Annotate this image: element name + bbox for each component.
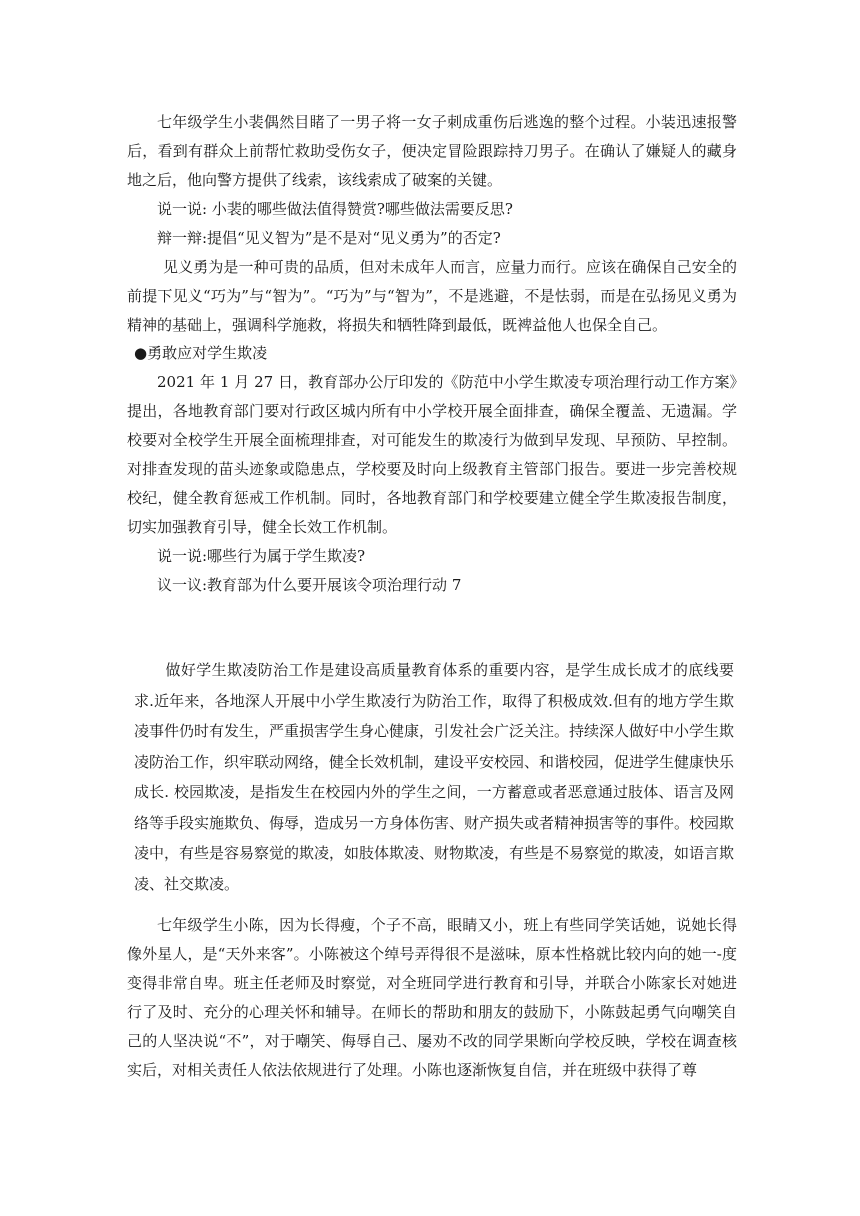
answer-paragraph-bullying: 做好学生欺凌防治工作是建设高质量教育体系的重要内容，是学生成长成才的底线要求.近年来，各地深人开展中小学生欺凌行为防治工作，取得了积极成效.但有的地方学生欺凌事件仍时有发生，严重损害学生身心健康，引发社会广泛关注。持续深人做好中小学生欺凌防治工作，织牢联动网络，健全长效机制，建设平安校园、和谐校园，促进学生健康快乐成长. 校园欺凌，是指发生在校园内外的学生之间，一方蓄意或者恶意通过肢体、语言及网络等手段实施欺负、侮辱，造成另一方身体伤害、财产损失或者精神损害等的事件。校园欺凌中，有些是容易察觉的欺凌，如肢体欺凌、财物欺凌，有些是不易察觉的欺凌，如语言欺凌、社交欺凌。 <box>134 661 735 893</box>
case-paragraph-xiaopei: 七年级学生小裴偶然目睹了一男子将一女子刺成重伤后逃逸的整个过程。小装迅速报警后，看到有群众上前帮忙救助受伤女子，便决定冒险跟踪持刀男子。在确认了嫌疑人的藏身地之后，他向警方提供了线索，该线索成了破案的关键。 <box>127 113 737 189</box>
bullying-section <box>127 339 737 600</box>
xiaochen-case-section <box>127 911 737 1085</box>
section-heading-bullying: ●勇敢应对学生欺凌 <box>134 344 268 362</box>
question-discuss: 议一议:教育部为什么要开展该令项治理行动 7 <box>157 576 462 594</box>
case-paragraph-xiaochen: 七年级学生小陈，因为长得瘦，个子不高，眼睛又小，班上有些同学笑话她，说她长得像外星人，是“天外来客”。小陈被这个绰号弄得很不是滋味，原本性格就比较内向的她一-度变得非常自卑。班主任老师及时察觉，对全班同学进行教育和引导，并联合小陈家长对她进行了及时、充分的心理关怀和辅导。在师长的帮助和朋友的鼓励下，小陈鼓起勇气向嘲笑自己的人坚决说“不”，对于嘲笑、侮辱自己、屡劝不改的同学果断向学校反映，学校在调查核实后，对相关责任人依法依规进行了处理。小陈也逐渐恢复自信，并在班级中获得了尊 <box>127 916 737 1079</box>
heroism-section <box>127 108 737 340</box>
answer-paragraph-heroism: 见义勇为是一种可贵的品质，但对未成年人而言，应量力而行。应该在确保自己安全的前提下见义“巧为”与“智为”。“巧为”与“智为”，不是逃避，不是怯弱，而是在弘扬见义勇为精神的基础上，强调科学施救，将损失和牺牲降到最低，既裨益他人也保全自己。 <box>127 258 737 334</box>
policy-paragraph: 2021 年 1 月 27 日，教育部办公厅印发的《防范中小学生欺凌专项治理行动工作方案》提出，各地教育部门要对行政区城内所有中小学校开展全面排查，确保全覆盖、无遗漏。学校要对全校学生开展全面梳理排查，对可能发生的欺凌行为做到早发现、早预防、早控制。对排查发现的苗头迹象或隐患点，学校要及时向上级教育主管部门报告。要进一步完善校规校纪，健全教育惩戒工作机制。同时，各地教育部门和学校要建立健全学生欺凌报告制度，切实加强教育引导，健全长效工作机制。 <box>127 373 737 536</box>
question-say-two: 说一说:哪些行为属于学生欺凌? <box>157 547 366 565</box>
question-debate: 辩一辩:提倡“见义智为”是不是对“见义勇为”的否定? <box>157 229 501 247</box>
bullying-answer-section <box>134 655 734 899</box>
question-say-one: 说一说: 小裴的哪些做法值得赞赏?哪些做法需要反思? <box>157 200 513 218</box>
